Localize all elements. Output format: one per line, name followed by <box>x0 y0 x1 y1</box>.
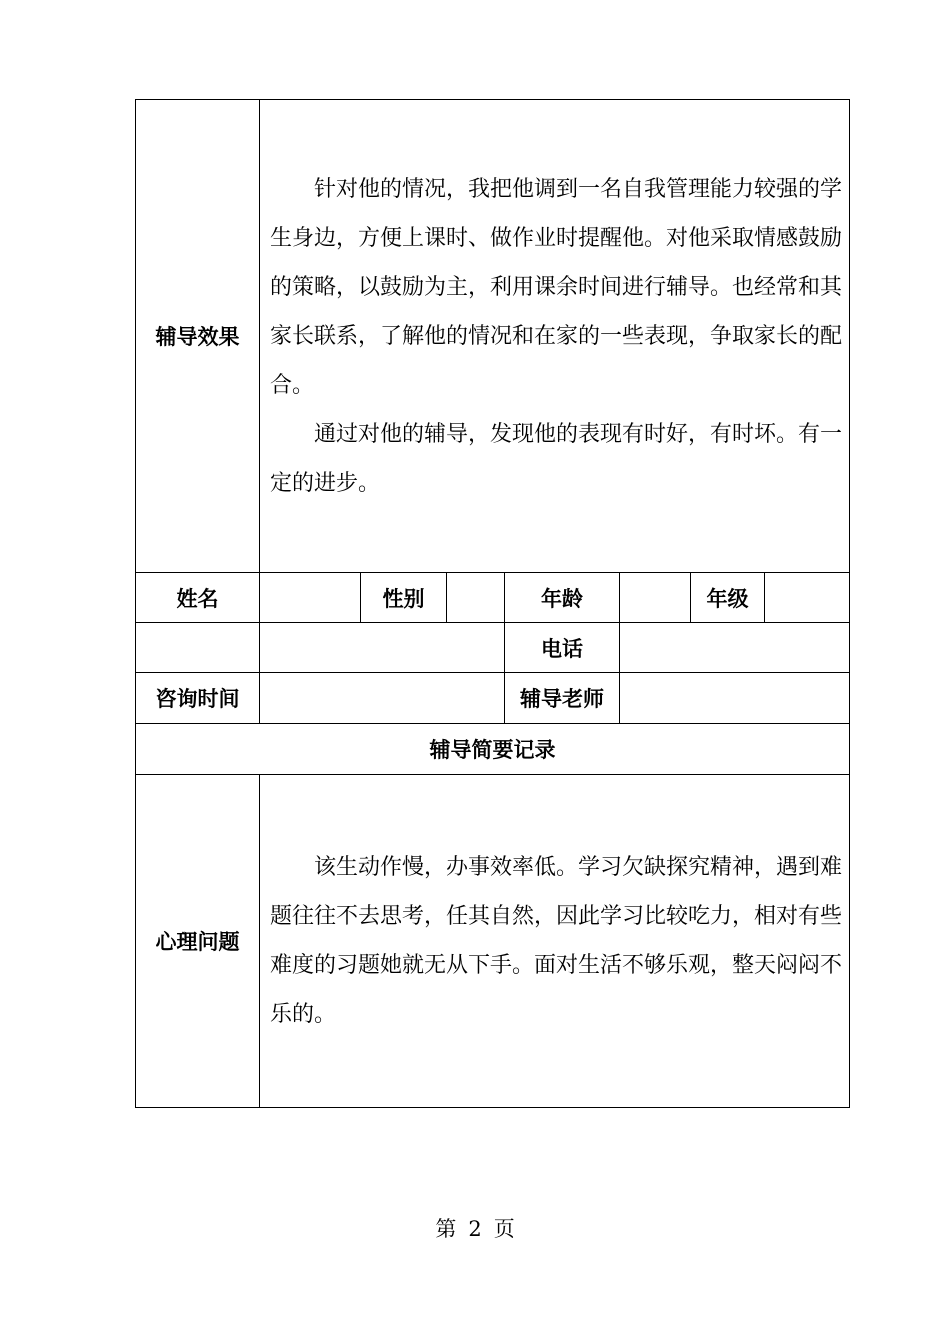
problem-content <box>260 775 850 1108</box>
teacher-label: 辅导老师 <box>505 673 620 724</box>
phone-value <box>620 623 850 673</box>
counseling-record-table <box>135 99 850 1108</box>
blank-label <box>136 623 260 673</box>
footer-suffix: 页 <box>493 1217 515 1241</box>
page-number: 2 <box>468 1217 482 1241</box>
phone-label: 电话 <box>505 623 620 673</box>
name-label: 姓名 <box>136 573 260 623</box>
age-value <box>620 573 691 623</box>
blank-value <box>260 623 505 673</box>
page-footer <box>0 1213 950 1243</box>
record-header: 辅导简要记录 <box>136 724 850 775</box>
name-value <box>260 573 361 623</box>
grade-label: 年级 <box>691 573 765 623</box>
age-label: 年龄 <box>505 573 620 623</box>
effect-paragraph-2: 通过对他的辅导，发现他的表现有时好，有时坏。有一定的进步。 <box>270 421 843 496</box>
contact-row <box>136 623 850 673</box>
footer-prefix: 第 <box>435 1217 457 1241</box>
record-header-row <box>136 724 850 775</box>
info-row <box>136 573 850 623</box>
consult-row <box>136 673 850 724</box>
teacher-value <box>620 673 850 724</box>
problem-paragraph-1: 该生动作慢，办事效率低。学习欠缺探究精神，遇到难题往往不去思考，任其自然，因此学习比较吃力，相对有些难度的习题她就无从下手。面对生活不够乐观，整天闷闷不乐的。 <box>270 855 843 1027</box>
gender-label: 性别 <box>361 573 447 623</box>
effect-row <box>136 100 850 573</box>
gender-value <box>447 573 505 623</box>
effect-label: 辅导效果 <box>136 100 260 573</box>
problem-label: 心理问题 <box>136 775 260 1108</box>
effect-paragraph-1: 针对他的情况，我把他调到一名自我管理能力较强的学生身边，方便上课时、做作业时提醒他。对他采取情感鼓励的策略，以鼓励为主，利用课余时间进行辅导。也经常和其家长联系，了解他的情况和在家的一些表现，争取家长的配合。 <box>270 176 843 398</box>
consult-time-label: 咨询时间 <box>136 673 260 724</box>
consult-time-value <box>260 673 505 724</box>
grade-value <box>765 573 850 623</box>
problem-row <box>136 775 850 1108</box>
effect-content <box>260 100 850 573</box>
